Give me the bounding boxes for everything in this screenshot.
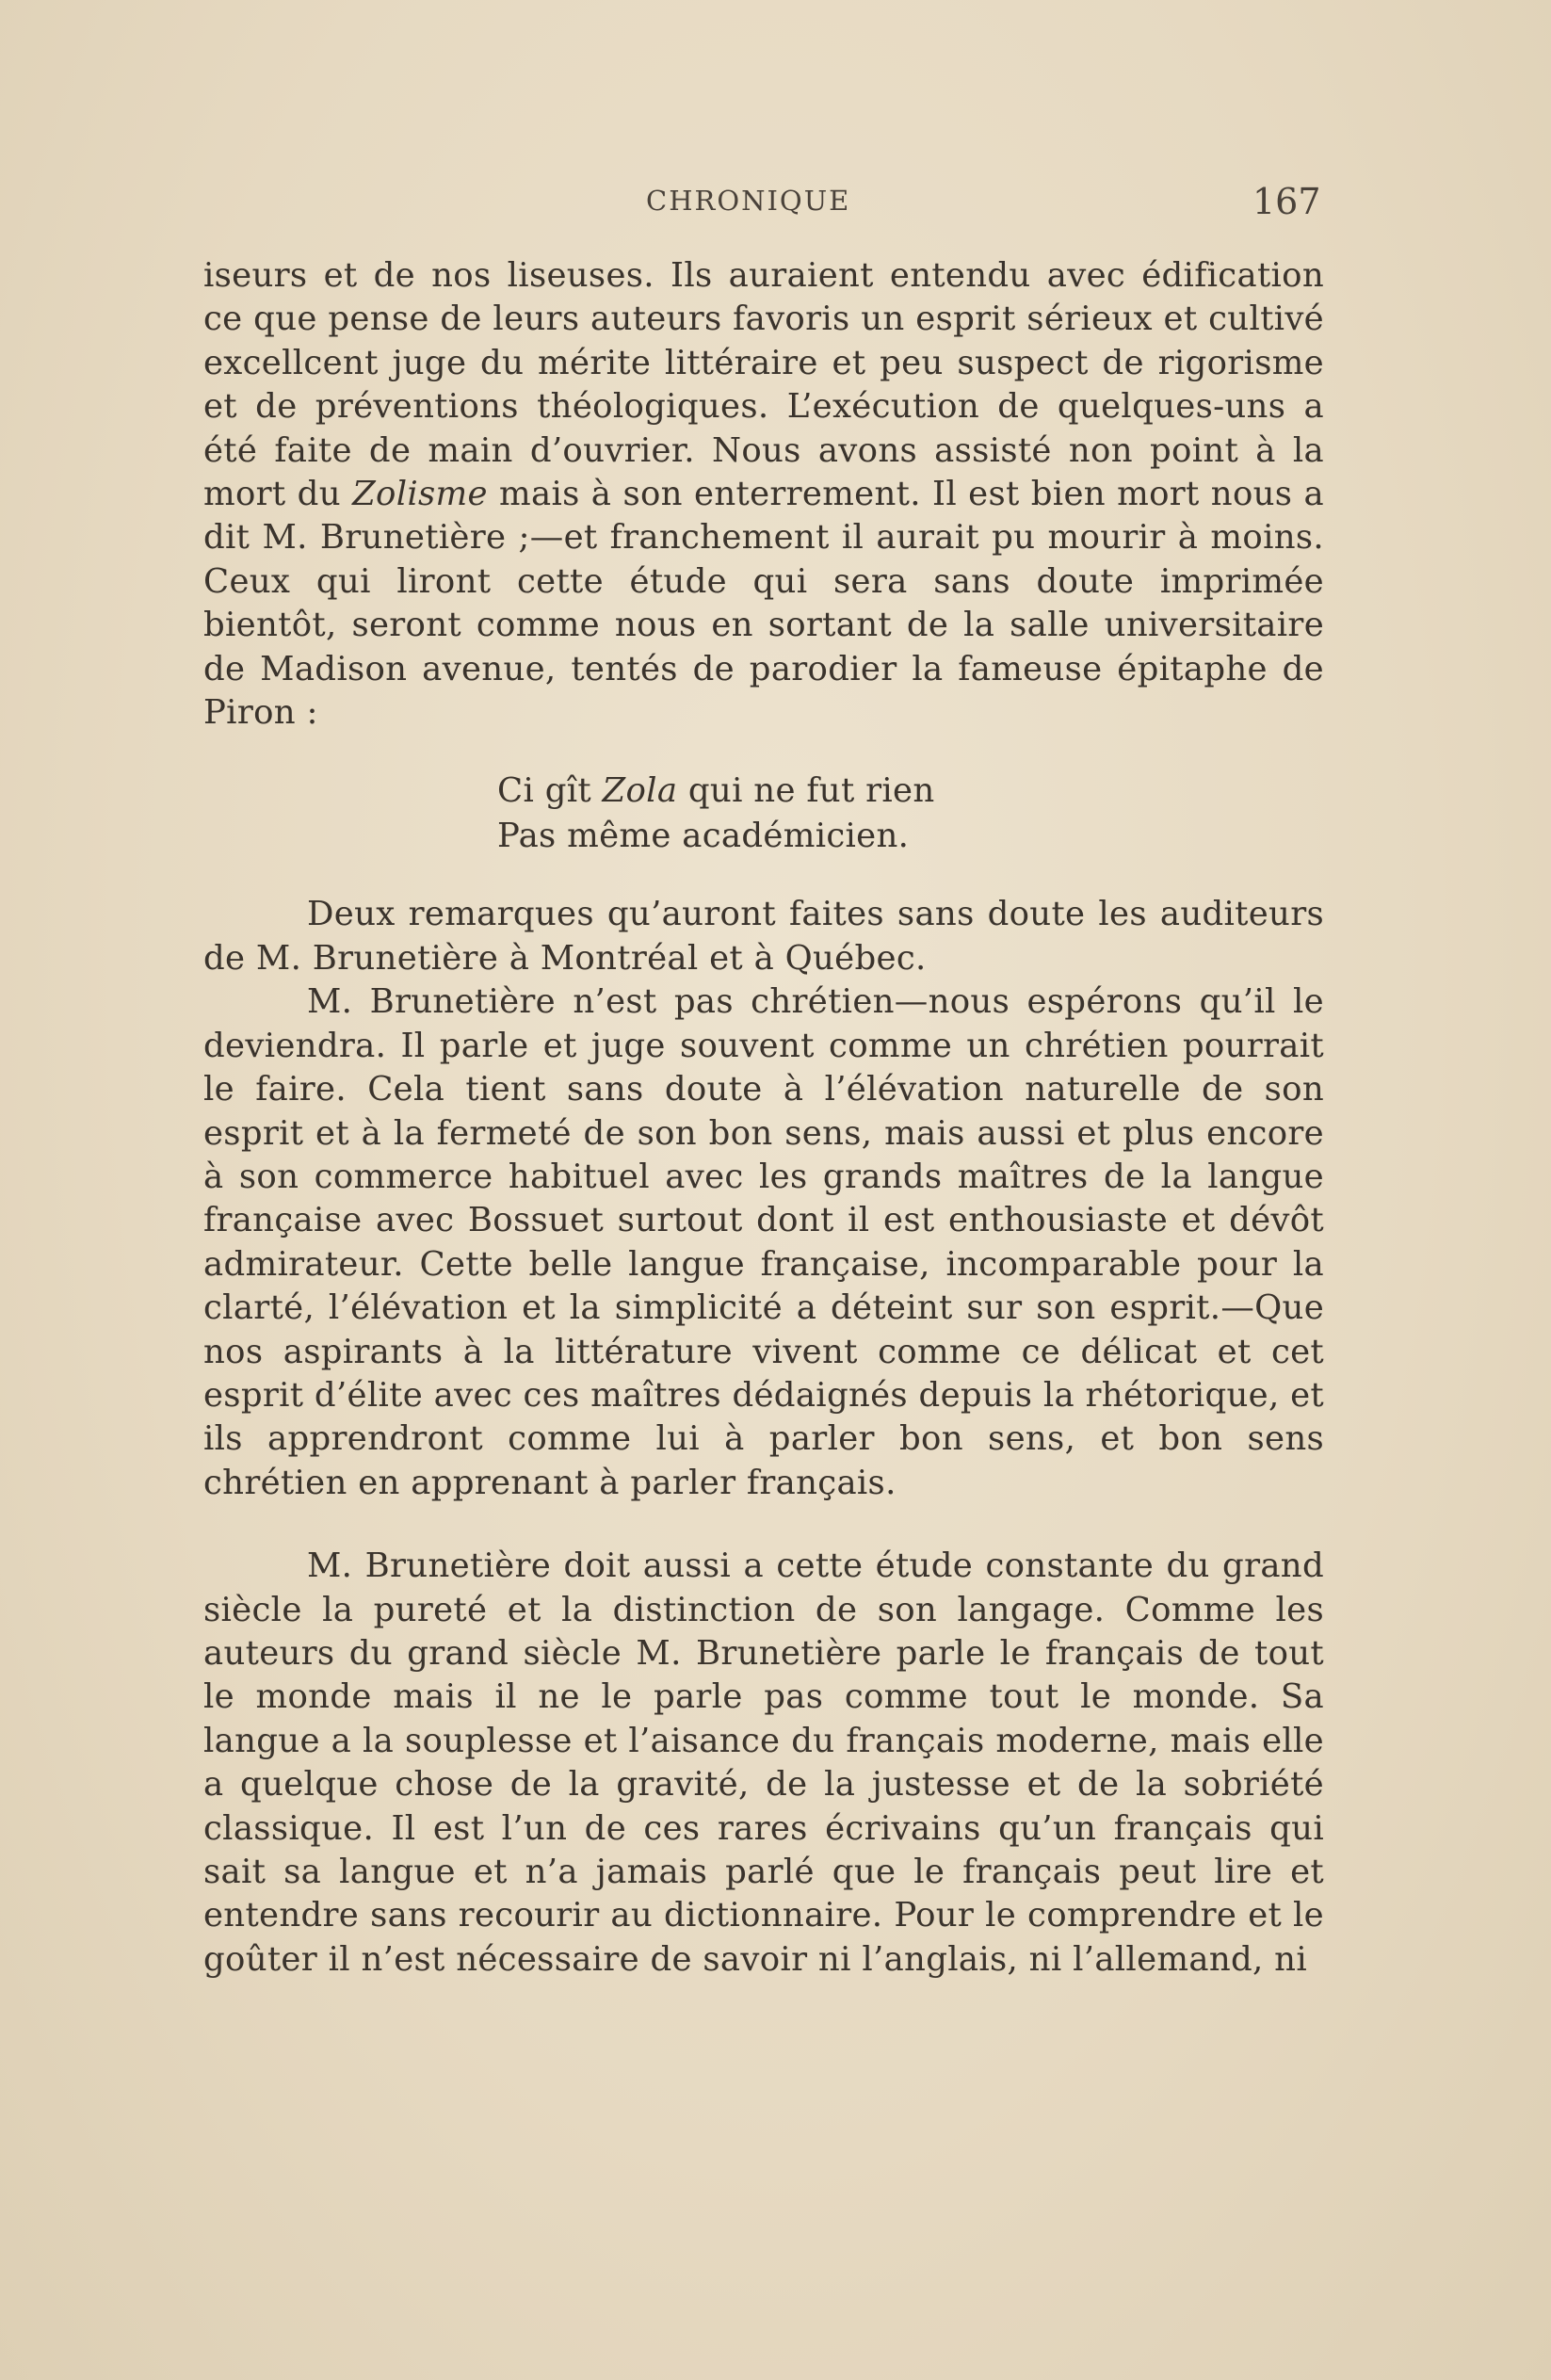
paragraph-4: M. Brunetière doit aussi a cette étude constante du grand siècle la pureté et la distinction de son langage. Comme les auteurs du grand siècle M. Brunetière parle le français de tout le monde mais il ne le parle pas comme tout le monde. Sa langue a la souplesse et l’aisance du français moderne, mais elle a quelque chose de la gravité, de la justesse et de la sobriété classique. Il est l’un de ces rares écrivains qu’un français qui sait sa langue et n’a jamais parlé que le français peut lire et entendre sans recourir au dictionnaire. Pour le comprendre et le goûter il n’est nécessaire de savoir ni l’anglais, ni l’allemand, ni — [203, 1546, 1324, 1979]
verse-line-1-italic: Zola — [602, 771, 678, 811]
verse-line-1-a: Ci gît — [497, 771, 603, 811]
paragraph-2: Deux remarques qu’auront faites sans doute les auditeurs de M. Brunetière à Montréal et à Québec. — [203, 895, 1324, 978]
paragraph-1-text-b: mais à son enterrement. Il est bien mort nous a dit M. Brunetière ;—et franchement il aurait pu mourir à moins. Ceux qui liront cette étude qui sera sans doute imprimée bientôt, seront comme nous en sortant de la salle universitaire de Madison avenue, tentés de parodier la fameuse épitaphe de Piron : — [203, 475, 1324, 733]
body-text — [203, 254, 1324, 1982]
verse-line-2: Pas même académicien. — [497, 817, 910, 856]
paragraph-1-italic: Zolisme — [352, 475, 488, 514]
paragraph-1-text-a: iseurs et de nos liseuses. Ils auraient entendu avec édification ce que pense de leurs auteurs favoris un esprit sérieux et cultivé excellcent juge du mérite littéraire et peu suspect de rigorisme et de préventions théologiques. L’exécution de quelques-uns a été faite de main d’ouvrier. Nous avons assisté non point à la mort du — [203, 256, 1324, 514]
running-head: CHRONIQUE — [646, 185, 851, 217]
page-number: 167 — [1252, 181, 1321, 222]
verse-line-1 — [497, 769, 1324, 814]
epitaph-verse — [497, 769, 1324, 859]
paragraph-1 — [203, 254, 1324, 735]
verse-line-1-b: qui ne fut rien — [677, 771, 935, 811]
paragraph-3: M. Brunetière n’est pas chrétien—nous espérons qu’il le deviendra. Il parle et juge souvent comme un chrétien pourrait le faire. Cela tient sans doute à l’élévation naturelle de son esprit et à la fermeté de son bon sens, mais aussi et plus encore à son commerce habituel avec les grands maîtres de la langue française avec Bossuet surtout dont il est enthousiaste et dévôt admirateur. Cette belle langue française, incomparable pour la clarté, l’élévation et la simplicité a déteint sur son esprit.—Que nos aspirants à la littérature vivent comme ce délicat et cet esprit d’élite avec ces maîtres dédaignés depuis la rhétorique, et ils apprendront comme lui à parler bon sens, et bon sens chrétien en apprenant à parler français. — [203, 982, 1324, 1502]
